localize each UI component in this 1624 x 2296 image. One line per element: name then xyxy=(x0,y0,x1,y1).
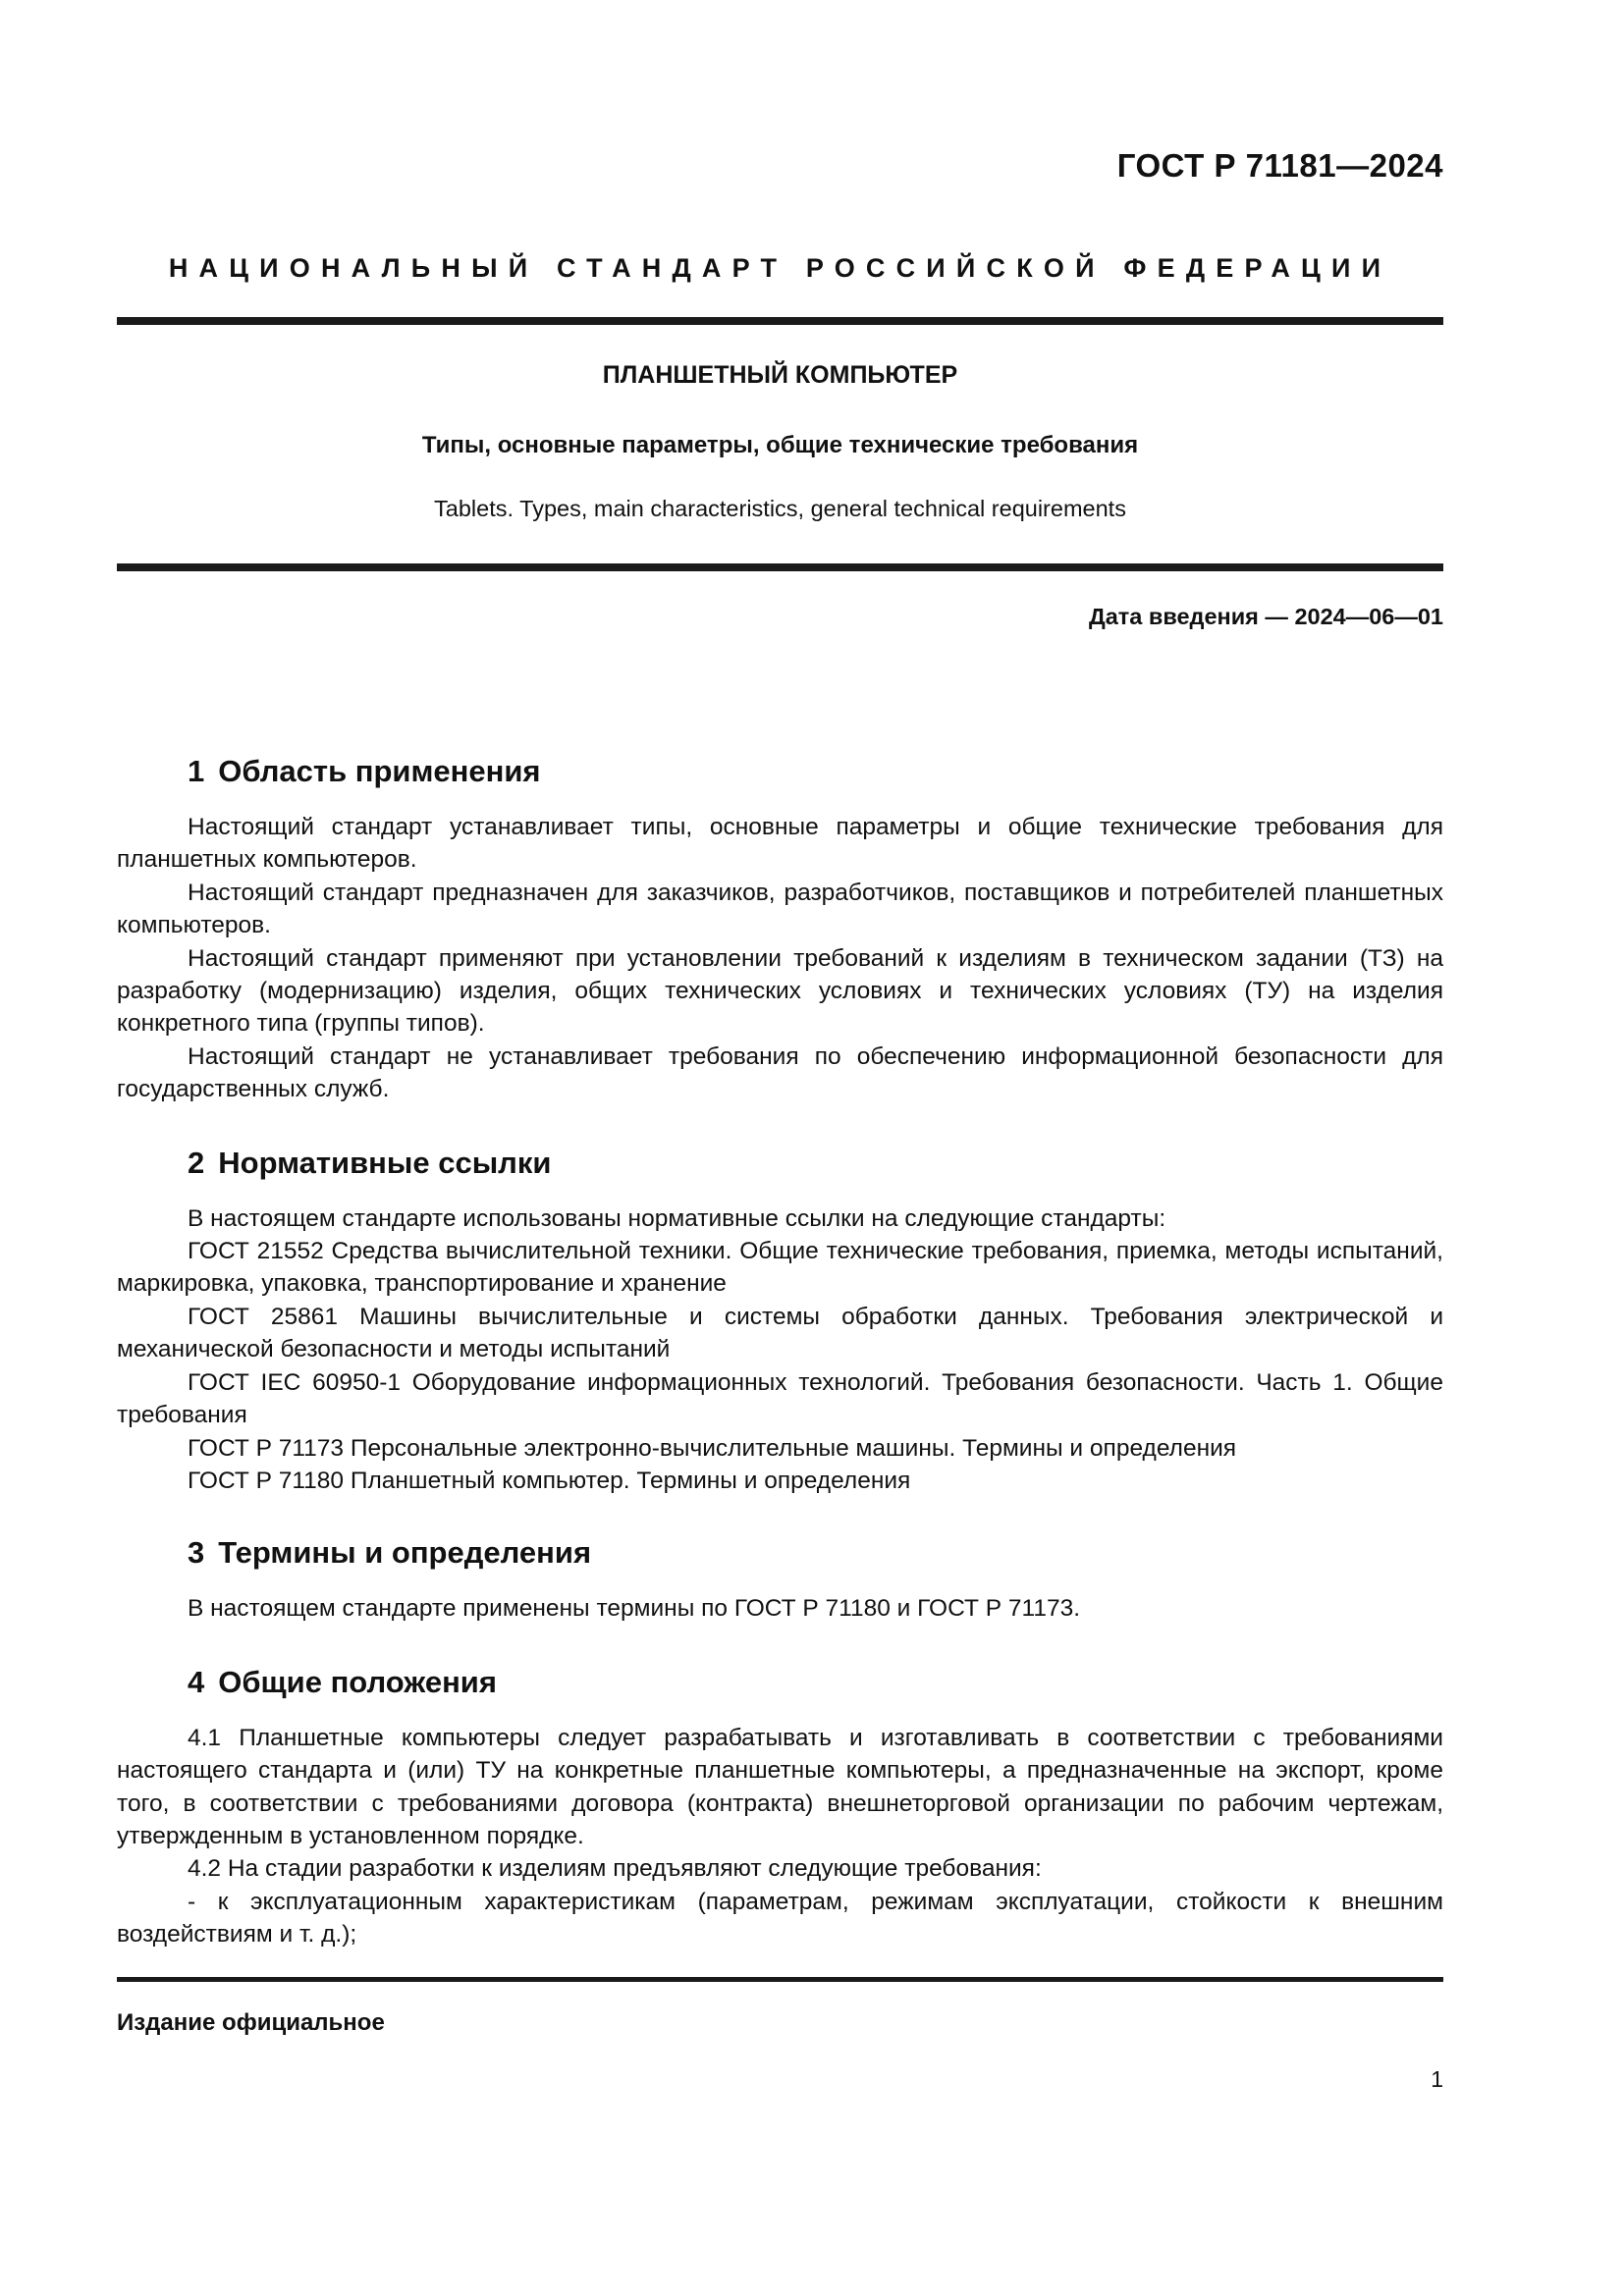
national-standard-banner: НАЦИОНАЛЬНЫЙ СТАНДАРТ РОССИЙСКОЙ ФЕДЕРАЦИИ xyxy=(168,253,1392,283)
header-rule-bottom xyxy=(117,563,1443,571)
reference-item: ГОСТ Р 71180 Планшетный компьютер. Термины и определения xyxy=(188,1467,911,1494)
section-heading: 2 Нормативные ссылки xyxy=(188,1145,552,1180)
section-heading: 1 Область применения xyxy=(188,754,541,788)
header-rule-top xyxy=(117,317,1443,325)
reference-item: ГОСТ 21552 Средства вычислительной техники. Общие технические требования, приемка, методы испытаний, маркировка, упаковка, транспортирование и хранение xyxy=(117,1238,1443,1298)
paragraph: Настоящий стандарт не устанавливает требования по обеспечению информационной безопасности для государственных служб. xyxy=(117,1042,1443,1103)
paragraph: В настоящем стандарте применены термины по ГОСТ Р 71180 и ГОСТ Р 71173. xyxy=(188,1595,1081,1623)
list-item: - к эксплуатационным характеристикам (параметрам, режимам эксплуатации, стойкости к внешним воздействиям и т. д.); xyxy=(117,1888,1443,1949)
reference-item: ГОСТ 25861 Машины вычислительные и системы обработки данных. Требования электрической и механической безопасности и методы испытаний xyxy=(117,1303,1443,1363)
paragraph: Настоящий стандарт устанавливает типы, основные параметры и общие технические требования для планшетных компьютеров. xyxy=(117,814,1443,874)
reference-item: ГОСТ IEC 60950-1 Оборудование информационных технологий. Требования безопасности. Часть 1. Общие требования xyxy=(117,1368,1443,1429)
paragraph: В настоящем стандарте использованы нормативные ссылки на следующие стандарты: xyxy=(188,1204,1166,1232)
reference-item: ГОСТ Р 71173 Персональные электронно-вычислительные машины. Термины и определения xyxy=(188,1434,1237,1462)
paragraph: Настоящий стандарт применяют при установлении требований к изделиям в техническом задании (ТЗ) на разработку (модернизацию) изделия, общих технических условиях и технических условиях (ТУ) на изделия конкретного типа (группы типов). xyxy=(117,944,1443,1038)
section-heading: 3 Термины и определения xyxy=(188,1535,592,1571)
section-heading: 4 Общие положения xyxy=(188,1664,497,1699)
document-title-english: Tablets. Types, main characteristics, general technical requirements xyxy=(434,496,1126,521)
paragraph: 4.2 На стадии разработки к изделиям предъявляют следующие требования: xyxy=(188,1855,1042,1883)
document-title: ПЛАНШЕТНЫЙ КОМПЬЮТЕР xyxy=(602,361,958,389)
edition-label: Издание официальное xyxy=(117,2009,385,2036)
standard-number: ГОСТ Р 71181—2024 xyxy=(1116,147,1443,184)
page-number: 1 xyxy=(1431,2066,1443,2092)
document-subtitle: Типы, основные параметры, общие технические требования xyxy=(421,432,1139,458)
footer-rule xyxy=(117,1977,1443,1982)
introduction-date: Дата введения — 2024—06—01 xyxy=(1088,604,1443,629)
paragraph: 4.1 Планшетные компьютеры следует разрабатывать и изготавливать в соответствии с требованиями настоящего стандарта и (или) ТУ на конкретные планшетные компьютеры, а предназначенные на экспорт, кроме того, в соответствии с требованиями договора (контракта) внешнеторговой организации по рабочим чертежам, утвержденным в установленном порядке. xyxy=(117,1724,1443,1849)
paragraph: Настоящий стандарт предназначен для заказчиков, разработчиков, поставщиков и потребителей планшетных компьютеров. xyxy=(117,879,1443,939)
document-body xyxy=(117,752,1443,1951)
